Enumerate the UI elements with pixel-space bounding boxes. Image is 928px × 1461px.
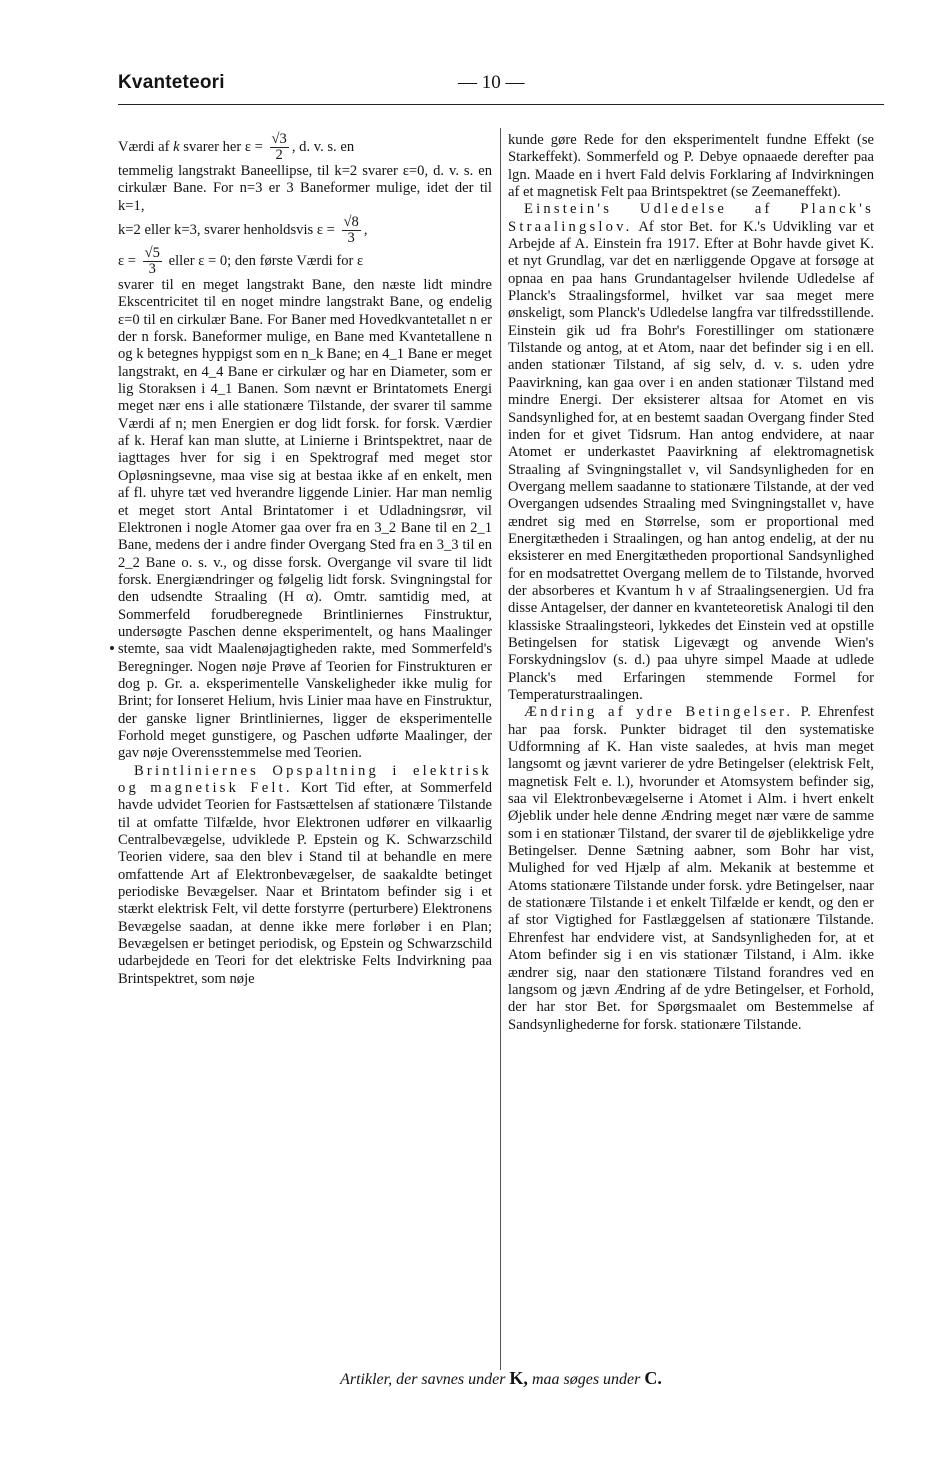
opspaltning-paragraph — [118, 763, 492, 988]
fraction-sqrt3-over-2: $\frac{√3}{2}$ — [271, 131, 287, 163]
einstein-paragraph — [508, 201, 874, 704]
formula-line-2: k=2 eller k=3, svarer henholdsvis ε = $\frac{√8}{3}$ , — [118, 214, 368, 247]
formula-paragraph — [118, 132, 492, 763]
scan-speck — [110, 646, 114, 650]
footer-note: Artikler, der savnes under K, maa søges under C. — [340, 1368, 662, 1388]
aendring-paragraph — [508, 704, 874, 1034]
formula-line-3: ε = $\frac{√5}{3}$ eller ε = 0; den første Værdi for ε — [118, 245, 364, 278]
section-heading-opspaltning: Brintliniernes Opspaltning i elektrisk og magnetisk Felt. — [118, 762, 492, 796]
page-title: Kvanteteori — [118, 72, 225, 93]
opspaltning-text: Kort Tid efter, at Sommerfeld havde udvidet Teorien for Fastsættelsen af stationære Tilstande til at omfatte Tilfælde, hvor Elektronen udfører en vilkaarlig Centralbevægelse, udviklede P. Epstein og K. Schwarzschild Teorien videre, saa den blev i Stand til at behandle en mere omfattende Art af Elektronbevægelser, de saakaldte betinget periodiske Bevægelser. Naar et Brintatom befinder sig i et stærkt elektrisk Felt, vil dette forstyrre (perturbere) Elektronens Bevægelse saadan, at denne ikke mere forløber i en Plan; Bevægelsen er betinget periodisk, og Epstein og Schwarzschild udarbejdede en Teori for det elektriske Felts Indvirkning paa Brintspektret, som nøje — [118, 780, 492, 987]
finstruktur-text: svarer til en meget langstrakt Bane, den næste lidt mindre Ekscentricitet til en noget mindre langstrakt Bane, og endelig ε=0 til en cirkulær Bane. For Baner med Hovedkvantetallet n er der n forsk. Baneformer mulige, en Bane med Kvantetallene n og k betegnes hyppigst som en n_k Bane; en 4_1 Bane er meget langstrakt, en 4_4 Bane er cirkulær og har en Diameter, som er lig Storaksen i 4_1 Banen. Som nævnt er Brintatomets Energi meget nær ens i alle stationære Tilstande, der svarer til samme Værdi af n; men Energien er dog lidt forsk. for forsk. Værdier af k. Heraf kan man slutte, at Linierne i Brintspektret, naar de iagttages hver for sig i en Spektrograf med meget stor Opløsningsevne, maa vise sig at bestaa ikke af en enkelt, men af fl. uhyre tæt ved hverandre liggende Linier. Har man nemlig et meget stort Antal Brintatomer i et Udladningsrør, vil Elektronen i nogle Atomer gaa over fra en 3_2 Bane til en 2_1 Bane, medens der i andre finder Overgang Sted fra en 3_3 til en 2_2 Bane o. s. v., og disse forsk. Overgange vil svare til lidt forsk. Energiændringer og følgelig lidt forsk. Svingningstal for den udsendte Straaling (H α). Omtr. samtidig med, at Sommerfeld forudberegnede Brintliniernes Finstruktur, undersøgte Paschen denne eksperimentelt, og hans Maalinger stemte, saa vidt Maalenøjagtigheden rakte, med Sommerfeld's Beregninger. Nogen nøje Prøve af Teorien for Finstrukturen er dog p. Gr. a. eksperimentelle Vanskeligheder ikke mulig for Brint; for Ionseret Helium, hvis Linier maa have en Finstruktur, der ganske ligner Brintliniernes, ligger de eksperimentelle Forhold meget gunstigere, og Paschen udførte Maalinger, der gav nøje Overensstemmelse med Teorien. — [118, 277, 492, 762]
header-rule — [118, 104, 884, 105]
section-heading-einstein: Einstein's Udledelse af Planck's Straalingslov. — [508, 201, 874, 235]
continuation-paragraph: kunde gøre Rede for den eksperimentelt fundne Effekt (se Starkeffekt). Sommerfeld og P. Debye opnaaede derefter paa lgn. Maade en i hvert Fald delvis Forklaring af Indvirkningen af et magnetisk Felt paa Brintspektret (se Zeemaneffekt). — [508, 132, 874, 201]
einstein-text: Af stor Bet. for K.'s Udvikling var et Arbejde af A. Einstein fra 1917. Efter at Bohr havde givet K. et nyt Grundlag, var det en nærliggende Opgave at forsøge at opnaa en paa hans Grundantagelser hvilende Udledelse af Planck's Straalingsformel, hvilket var saa meget mere ønskeligt, som Planck's Udledelse langfra var tilfredsstillende. Einstein gik ud fra Bohr's Forestillinger om stationære Tilstande og antog, at et Atom, naar det befinder sig i en ell. anden stationær Tilstand, af sig selv, d. v. s. uden ydre Paavirkning, kan gaa over i en anden stationær Tilstand med mindre Energi. Der eksisterer altsaa for Atomet en vis Sandsynlighed for, at en bestemt saadan Overgang finder Sted inden for et givet Tidsrum. Han antog endvidere, at naar Atomet er underkastet Paavirkning af elektromagnetisk Straaling af Svingningstallet ν, vil Sandsynligheden for en Overgang mellem saadanne to stationære Tilstande, at der ved Overgangen udsendes Straaling med Svingningstallet ν, have ændret sig med en Størrelse, som er proportional med Energitætheden i Straalingen, og han antog endelig, at der nu eksisterer en med Energitætheden proportional Sandsynlighed for en modsatrettet Overgang mellem de to Tilstande, hvorved der absorberes et Kvantum h ν af Straalingsenergien. Ud fra disse Antagelser, der danner en kvanteteoretisk Analogi til den klassiske Straalingsteori, lykkedes det Einstein ved at opstille Betingelsen for statisk Ligevægt og anvende Wien's Forskydningslov (s. d.) paa uhyre simpel Maade at udlede Planck's med Erfaringen stemmende Formel for Temperaturstraalingen. — [508, 218, 875, 703]
formula-body: temmelig langstrakt Baneellipse, til k=2 svarer ε=0, d. v. s. en cirkulær Bane. For n=3 er 3 Baneformer mulige, idet der til k=1, — [118, 163, 492, 214]
aendring-text: P. Ehrenfest har paa forsk. Punkter bidraget til den systematiske Udformning af K. Han viste saaledes, at hvis man meget langsomt og jævnt varierer de ydre Betingelser (elektrisk Felt, magnetisk Felt e. l.), hvorunder et Atomsystem befinder sig, saa vil Elektronbevægelserne i Atomet i Alm. i hvert enkelt Øjeblik under hele denne Ændring meget nær være de samme som i en stationær Tilstand, der svarer til de øjeblikkelige ydre Betingelser. Denne Sætning aabner, som Bohr har vist, Mulighed for ved Hjælp af alm. Mekanik at bestemme et Atoms stationære Tilstande under forsk. ydre Betingelser, naar de stationære Tilstande i et enkelt Tilfælde er kendt, og den er af stor Vigtighed for Fastlæggelsen af stationære Tilstande. Ehrenfest har endvidere vist, at Sandsynligheden for, at et Atom befinder sig i en vis stationær Tilstand, i Alm. ikke ændrer sig, naar den stationære Tilstand forandres ved en langsom og jævn Ændring af de ydre Betingelser, et Forhold, der har stor Bet. for Spørgsmaalet om Bestemmelse af Sandsynlighederne for forsk. stationære Tilstande. — [508, 704, 875, 1033]
left-column — [118, 132, 492, 988]
running-head — [118, 72, 884, 98]
formula-line-1: Værdi af k svarer her ε = $\frac{√3}{2}$ , d. v. s. en — [118, 131, 355, 163]
fraction-sqrt5-over-3: $\frac{√5}{3}$ — [144, 245, 160, 278]
page-number: — 10 — — [458, 72, 525, 93]
section-heading-aendring: Ændring af ydre Betingelser. — [524, 704, 794, 721]
fraction-sqrt8-over-3: $\frac{√8}{3}$ — [343, 214, 359, 247]
column-divider — [500, 128, 501, 1370]
right-column — [508, 132, 874, 1034]
